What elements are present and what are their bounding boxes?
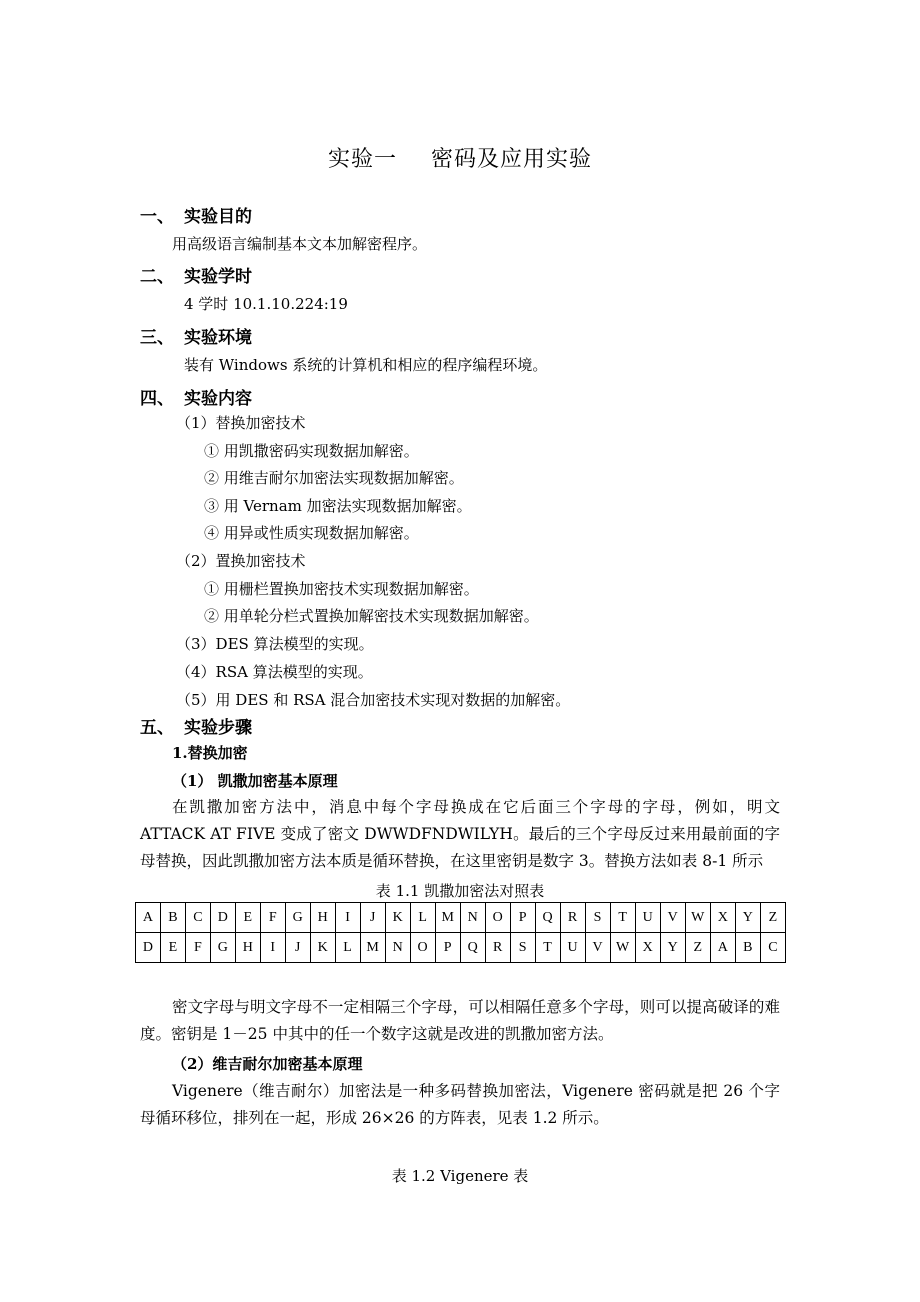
caesar-table-cell: M [360,933,385,963]
caesar-table-cell: P [510,903,535,933]
content-item-4: （4）RSA 算法模型的实现。 [176,663,373,681]
caesar-table-cell: Q [535,903,560,933]
caesar-table-cell: W [685,903,710,933]
caesar-table-cell: A [710,933,735,963]
section-title: 实验步骤 [184,718,252,738]
section-number: 三、 [140,328,174,348]
section-number: 一、 [140,207,174,227]
caesar-table-cell: O [410,933,435,963]
improved-caesar-paragraph: 密文字母与明文字母不一定相隔三个字母，可以相隔任意多个字母，则可以提高破译的难度。密钥是 1－25 中其中的任一个数字这就是改进的凯撒加密方法。 [140,998,780,1043]
caesar-table-cell: A [136,903,161,933]
caesar-table-cell: D [210,903,235,933]
content-item-1: （1）替换加密技术 [176,414,306,432]
caesar-table-cell: H [235,933,260,963]
caesar-table-cell: E [160,933,185,963]
content-subitem: ① 用栅栏置换加密技术实现数据加解密。 [204,580,479,598]
caesar-table [135,902,786,963]
caesar-table-cell: N [460,903,485,933]
vigenere-paragraph: Vigenere（维吉耐尔）加密法是一种多码替换加密法，Vigenere 密码就是把 26 个字母循环移位，排列在一起，形成 26×26 的方阵表，见表 1.2 所示。 [140,1082,780,1127]
caesar-table-cell: Z [760,903,785,933]
caesar-table-cell: I [335,903,360,933]
caesar-table-cipher-row [136,933,786,963]
caesar-table-cell: T [535,933,560,963]
caesar-table-cell: P [435,933,460,963]
caesar-table-cell: T [610,903,635,933]
caesar-table-cell: Y [660,933,685,963]
content-item-2: （2）置换加密技术 [176,552,306,570]
caesar-table-cell: V [660,903,685,933]
caesar-table-cell: W [610,933,635,963]
caesar-table-cell: Q [460,933,485,963]
caesar-table-cell: U [635,903,660,933]
caesar-table-cell: G [210,933,235,963]
section-heading-content [140,384,252,409]
caesar-table-cell: Y [735,903,760,933]
section-title: 实验学时 [184,267,252,287]
steps-subheading-1: 1.替换加密 [172,744,248,762]
section-title: 实验目的 [184,207,252,227]
content-subitem: ③ 用 Vernam 加密法实现数据加解密。 [204,497,472,515]
caesar-table-cell: G [285,903,310,933]
content-item-3: （3）DES 算法模型的实现。 [176,635,374,653]
caesar-table-cell: X [635,933,660,963]
caesar-table-cell: C [760,933,785,963]
caesar-table-cell: J [285,933,310,963]
section-number: 二、 [140,267,174,287]
caesar-table-cell: K [385,903,410,933]
section-number: 五、 [140,718,174,738]
purpose-text: 用高级语言编制基本文本加解密程序。 [172,235,428,253]
caesar-table-cell: L [335,933,360,963]
section-heading-environment [140,323,252,348]
steps-subheading-caesar: （1） 凯撒加密基本原理 [172,772,338,790]
page-title [0,142,920,173]
caesar-table-cell: R [485,933,510,963]
table-caption-caesar: 表 1.1 凯撒加密法对照表 [375,882,545,900]
caesar-table-cell: D [136,933,161,963]
section-number: 四、 [140,389,174,409]
caesar-table-cell: V [585,933,610,963]
caesar-table-cell: C [185,903,210,933]
caesar-paragraph: 在凯撒加密方法中，消息中每个字母换成在它后面三个字母的字母，例如，明文 ATTACK AT FIVE 变成了密文 DWWDFNDWILYH。最后的三个字母反过来用最前面的字母替换，因此凯撒加密方法本质是循环替换，在这里密钥是数字 3。替换方法如表 8-1 所示 [140,798,780,870]
caesar-table-plain-row [136,903,786,933]
steps-subheading-vigenere: （2）维吉耐尔加密基本原理 [172,1055,363,1073]
caesar-table-cell: U [560,933,585,963]
section-title: 实验内容 [184,389,252,409]
caesar-table-cell: R [560,903,585,933]
section-heading-hours [140,262,252,287]
caesar-table-cell: L [410,903,435,933]
table-caption-vigenere: 表 1.2 Vigenere 表 [391,1167,529,1185]
content-subitem: ② 用维吉耐尔加密法实现数据加解密。 [204,469,464,487]
caesar-table-cell: B [160,903,185,933]
caesar-table-cell: H [310,903,335,933]
caesar-table-cell: X [710,903,735,933]
content-subitem: ④ 用异或性质实现数据加解密。 [204,524,419,542]
caesar-table-cell: E [235,903,260,933]
caesar-table-cell: F [260,903,285,933]
caesar-table-cell: M [435,903,460,933]
caesar-table-cell: S [585,903,610,933]
caesar-table-cell: O [485,903,510,933]
caesar-table-cell: B [735,933,760,963]
caesar-table-cell: K [310,933,335,963]
caesar-table-cell: S [510,933,535,963]
caesar-table-cell: N [385,933,410,963]
content-subitem: ① 用凯撒密码实现数据加解密。 [204,442,419,460]
section-heading-steps [140,713,252,738]
section-title: 实验环境 [184,328,252,348]
caesar-table-cell: F [185,933,210,963]
section-heading-purpose [140,202,252,227]
caesar-table-cell: I [260,933,285,963]
hours-text: 4 学时 10.1.10.224:19 [184,295,348,313]
environment-text: 装有 Windows 系统的计算机和相应的程序编程环境。 [184,356,548,374]
content-item-5: （5）用 DES 和 RSA 混合加密技术实现对数据的加解密。 [176,691,571,709]
caesar-table-cell: J [360,903,385,933]
content-subitem: ② 用单轮分栏式置换加解密技术实现数据加解密。 [204,607,539,625]
title-part1: 实验一 [327,147,397,172]
caesar-table-cell: Z [685,933,710,963]
title-part2: 密码及应用实验 [431,147,593,172]
